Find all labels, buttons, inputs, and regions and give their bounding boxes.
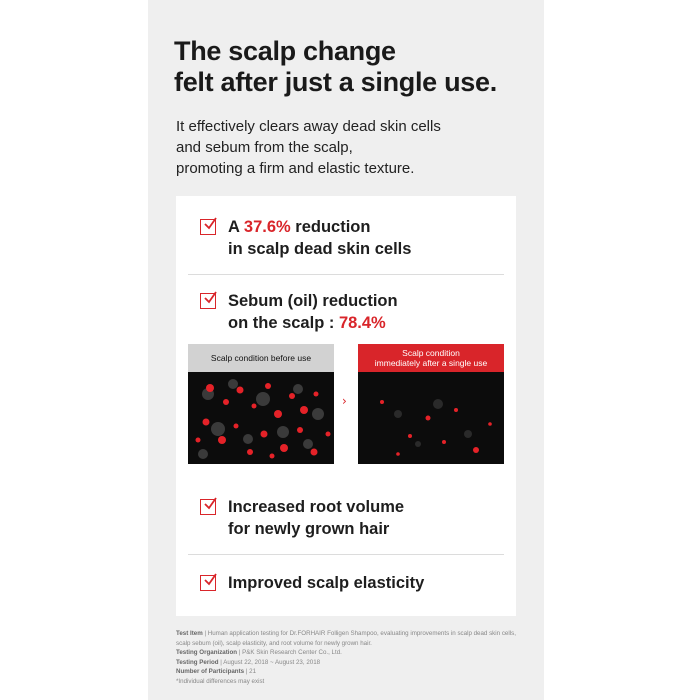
footnote-participants: Number of Participants | 21: [176, 668, 257, 676]
headline-line-2: felt after just a single use.: [174, 67, 497, 97]
chevron-right-icon: ›: [342, 394, 347, 408]
headline-line-1: The scalp change: [174, 36, 396, 66]
result-highlight: 37.6%: [243, 218, 291, 236]
results-card: [176, 196, 516, 616]
before-label: Scalp condition before use: [188, 344, 334, 372]
product-detail-panel: [148, 0, 544, 700]
checkbox-icon: [200, 499, 216, 515]
after-label: [358, 344, 504, 372]
footnote-value: Human application testing for Dr.FORHAIR Folligen Shampoo, evaluating improvements in scalp dead skin cells, scalp sebum (oil), scalp elasticity, and root volume for newly grown hair.: [176, 630, 516, 647]
divider: [188, 554, 504, 555]
description-line-1: It effectively clears away dead skin cells: [176, 118, 441, 135]
result-text: Sebum (oil) reduction: [228, 292, 398, 310]
description-line-2: and sebum from the scalp,: [176, 139, 353, 156]
footnote-value: P&K Skin Research Center Co., Ltd.: [242, 649, 342, 657]
checkbox-icon: [200, 575, 216, 591]
footnote-period: Testing Period | August 22, 2018 ~ August 23, 2018: [176, 658, 321, 666]
footnote-label: Testing Organization: [176, 649, 238, 657]
result-text: reduction: [290, 218, 371, 236]
result-text: Increased root volume: [228, 498, 405, 516]
footnote-value: August 22, 2018 ~ August 23, 2018: [223, 658, 321, 666]
test-footnote: [176, 629, 526, 687]
result-text: A: [228, 218, 244, 236]
footnote-test-item: Test Item | Human application testing for Dr.FORHAIR Folligen Shampoo, evaluating improvements in scalp dead skin cells, scalp sebum (oil), scalp elasticity, and root volume for newly grown hair.: [176, 630, 516, 647]
footnote-disclaimer: *Individual differences may exist: [176, 677, 265, 685]
footnote-label: Number of Participants: [176, 668, 245, 676]
footnote-label: Testing Period: [176, 658, 219, 666]
divider: [188, 274, 504, 275]
result-highlight: 78.4%: [338, 314, 386, 332]
footnote-label: Test Item: [176, 630, 203, 637]
footnote-value: 21: [249, 668, 257, 676]
scalp-before-image: [188, 344, 334, 464]
footnote-org: Testing Organization | P&K Skin Research Center Co., Ltd.: [176, 649, 342, 657]
scalp-before-texture: [188, 344, 334, 464]
after-label-line-2: immediately after a single use: [374, 358, 488, 368]
scalp-after-image: [358, 344, 504, 464]
after-label-line-1: Scalp condition: [402, 348, 460, 358]
result-text: in scalp dead skin cells: [228, 240, 412, 258]
result-text: on the scalp :: [228, 314, 339, 332]
description: [176, 116, 536, 179]
checkbox-icon: [200, 293, 216, 309]
description-line-3: promoting a firm and elastic texture.: [176, 160, 415, 177]
checkbox-icon: [200, 219, 216, 235]
result-text: Improved scalp elasticity: [228, 574, 425, 592]
result-text: for newly grown hair: [228, 520, 390, 538]
headline: [174, 36, 534, 98]
